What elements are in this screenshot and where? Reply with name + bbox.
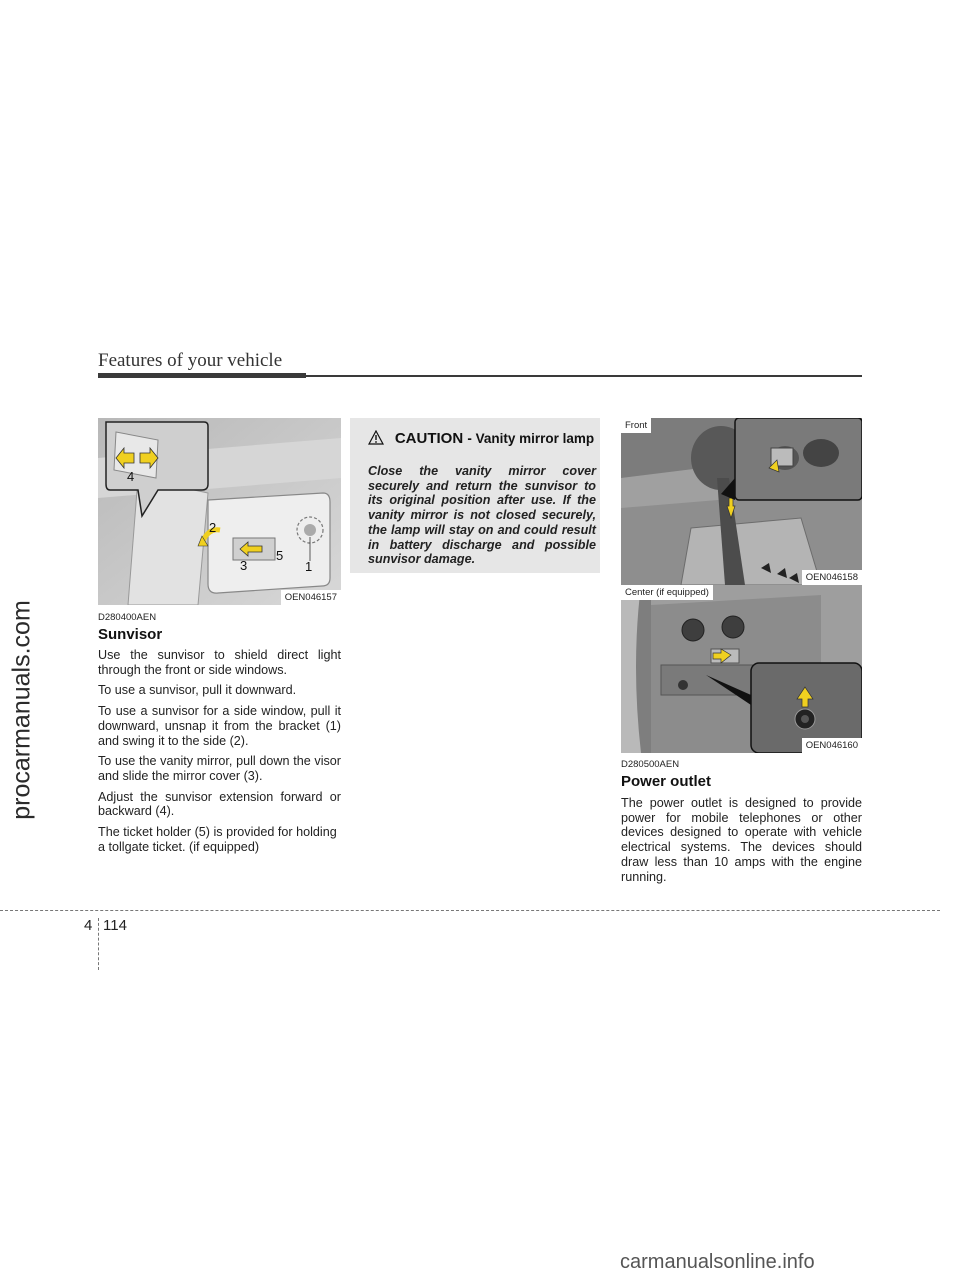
center-outlet-label: Center (if equipped) (621, 585, 713, 600)
sunvisor-paragraph: To use a sunvisor for a side window, pull it downward, unsnap it from the bracket (1) and swing it to the side (2). (98, 704, 341, 748)
center-outlet-illustration (621, 585, 862, 753)
footer-dashed-divider (98, 918, 99, 970)
power-outlet-heading: Power outlet (621, 773, 712, 790)
page-number: 114 (103, 917, 127, 934)
power-outlet-section-code: D280500AEN (621, 759, 680, 770)
power-outlet-paragraph: The power outlet is designed to provide power for mobile telephones or other devices designed to operate with vehicle electrical systems. The devices should draw less than 10 amps with the engine running. (621, 796, 862, 884)
front-outlet-figure (621, 418, 862, 585)
sunvisor-paragraph: Use the sunvisor to shield direct light through the front or side windows. (98, 648, 341, 677)
footer-dashed-rule (0, 910, 940, 911)
sunvisor-paragraph: The ticket holder (5) is provided for holding a tollgate ticket. (if equipped) (98, 825, 337, 854)
sunvisor-illustration (98, 418, 341, 605)
center-outlet-figure (621, 585, 862, 753)
sunvisor-section-code: D280400AEN (98, 612, 157, 623)
chapter-number: 4 (84, 917, 93, 934)
caution-box (350, 418, 600, 573)
caution-title-block (368, 430, 596, 447)
sunvisor-paragraph: To use the vanity mirror, pull down the visor and slide the mirror cover (3). (98, 754, 341, 783)
sunvisor-paragraph: To use a sunvisor, pull it downward. (98, 683, 297, 698)
front-outlet-label: Front (621, 418, 651, 433)
callout-5: 5 (276, 548, 284, 563)
header-rule-thick (98, 373, 306, 378)
side-watermark-text: procarmanuals.com (7, 600, 36, 820)
callout-1: 1 (305, 559, 313, 574)
bottom-watermark[interactable]: carmanualsonline.info (620, 1251, 815, 1273)
center-outlet-figure-code: OEN046160 (802, 738, 862, 753)
callout-3: 3 (240, 558, 248, 573)
caution-subtitle: - Vanity mirror lamp (467, 431, 595, 446)
sunvisor-body (98, 648, 341, 854)
callout-2: 2 (209, 520, 217, 535)
sunvisor-paragraph: Adjust the sunvisor extension forward or backward (4). (98, 789, 341, 819)
header-rule-thin (306, 375, 862, 377)
callout-4: 4 (127, 469, 135, 484)
caution-body: Close the vanity mirror cover securely and return the sunvisor to its original position after use. If the vanity mirror is not closed securely, the lamp will stay on and could result in battery discharge and possible sunvisor damage. (368, 464, 596, 567)
front-outlet-illustration (621, 418, 862, 585)
page-header-title: Features of your vehicle (98, 350, 283, 371)
caution-title: CAUTION (394, 430, 464, 447)
sunvisor-figure (98, 418, 341, 605)
sunvisor-figure-code: OEN046157 (281, 590, 341, 605)
sunvisor-heading: Sunvisor (98, 626, 163, 643)
side-watermark[interactable] (2, 540, 42, 880)
front-outlet-figure-code: OEN046158 (802, 570, 862, 585)
